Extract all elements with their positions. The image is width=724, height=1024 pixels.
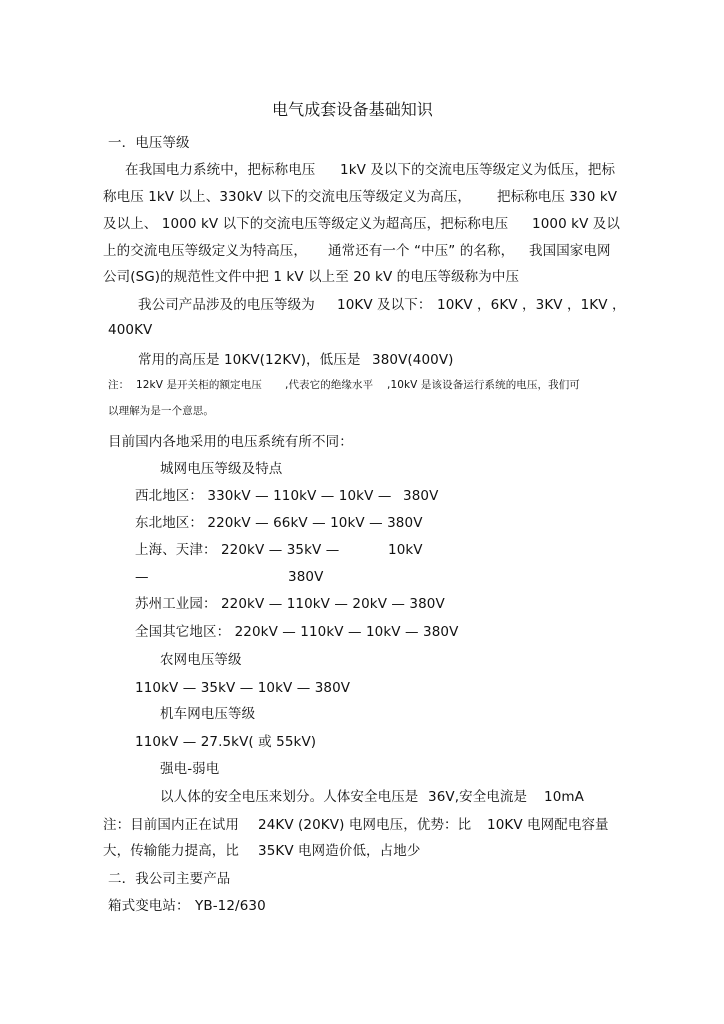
p3-b: 380V(400V) (372, 352, 454, 368)
strong-weak-heading: 强电-弱电 (160, 761, 220, 777)
p1-line2-a: 称电压 1kV 以上、330kV 以下的交流电压等级定义为高压， (103, 189, 472, 205)
note1-line2: 以理解为是一个意思。 (108, 405, 214, 417)
note2-line1-b: 24KV (20KV) 电网电压，优势：比 (258, 817, 472, 833)
p2-line1-c: 10KV ，6KV ，3KV ，1KV ， (437, 297, 626, 313)
product-model: YB-12/630 (195, 898, 266, 914)
intro-line: 目前国内各地采用的电压系统有所不同： (108, 434, 353, 450)
product-label: 箱式变电站： (108, 898, 190, 914)
p1-line3-a: 及以上、 1000 kV 以下的交流电压等级定义为超高压，把标称电压 (103, 216, 509, 232)
section1-heading: 一．电压等级 (108, 135, 190, 151)
safety-line-b: 36V,安全电流是 (428, 789, 528, 805)
note1-line1-b: 12kV 是开关柜的额定电压 (136, 379, 262, 391)
rural-grid-heading: 农网电压等级 (160, 652, 242, 668)
region-shanghai-end: 380V (288, 569, 324, 585)
note1-line1-c: ,代表它的绝缘水平 (285, 379, 374, 391)
page-title: 电气成套设备基础知识 (272, 100, 434, 119)
note1-line1-a: 注： (108, 379, 130, 391)
region-shanghai-b: 10kV (388, 542, 423, 558)
rural-grid-levels: 110kV — 35kV — 10kV — 380V (135, 680, 351, 696)
note2-line1-a: 注：目前国内正在试用 (103, 817, 239, 833)
p2-line1-b: 10KV 及以下： (337, 297, 432, 313)
safety-line-c: 10mA (544, 789, 584, 805)
p1-line1-a: 在我国电力系统中，把标称电压 (125, 162, 316, 178)
note2-line2-a: 大，传输能力提高，比 (103, 843, 239, 859)
p2-line1-a: 我公司产品涉及的电压等级为 (138, 297, 315, 313)
p2-line2: 400KV (108, 322, 153, 338)
region-northwest: 西北地区： 330kV — 110kV — 10kV — (135, 488, 392, 504)
p1-line2-b: 把标称电压 330 kV (497, 189, 618, 205)
p1-line1-b: 1kV 及以下的交流电压等级定义为低压，把标 (340, 162, 616, 178)
region-shanghai-dash: — (135, 569, 149, 585)
p1-line4-c: 我国国家电网 (529, 243, 611, 259)
loco-grid-levels: 110kV — 27.5kV( 或 55kV) (135, 734, 317, 750)
loco-grid-heading: 机车网电压等级 (160, 706, 256, 722)
region-northeast: 东北地区： 220kV — 66kV — 10kV — 380V (135, 515, 423, 531)
region-northwest-end: 380V (403, 488, 439, 504)
section2-heading: 二．我公司主要产品 (108, 871, 231, 887)
note2-line1-c: 10KV 电网配电容量 (487, 817, 609, 833)
p1-line5: 公司(SG)的规范性文件中把 1 kV 以上至 20 kV 的电压等级称为中压 (103, 269, 520, 285)
p1-line4-b: 通常还有一个 “中压” 的名称， (328, 243, 515, 259)
region-national: 全国其它地区： 220kV — 110kV — 10kV — 380V (135, 624, 459, 640)
p3-a: 常用的高压是 10KV(12KV)，低压是 (138, 352, 361, 368)
region-suzhou: 苏州工业园： 220kV — 110kV — 20kV — 380V (135, 596, 445, 612)
note1-line1-d: ,10kV 是该设备运行系统的电压，我们可 (387, 379, 580, 391)
p1-line4-a: 上的交流电压等级定义为特高压， (103, 243, 307, 259)
p1-line3-b: 1000 kV 及以 (532, 216, 620, 232)
region-shanghai-a: 上海、天津： 220kV — 35kV — (135, 542, 340, 558)
note2-line2-b: 35KV 电网造价低，占地少 (258, 843, 421, 859)
safety-line-a: 以人体的安全电压来划分。人体安全电压是 (160, 789, 419, 805)
city-grid-heading: 城网电压等级及特点 (160, 461, 283, 477)
